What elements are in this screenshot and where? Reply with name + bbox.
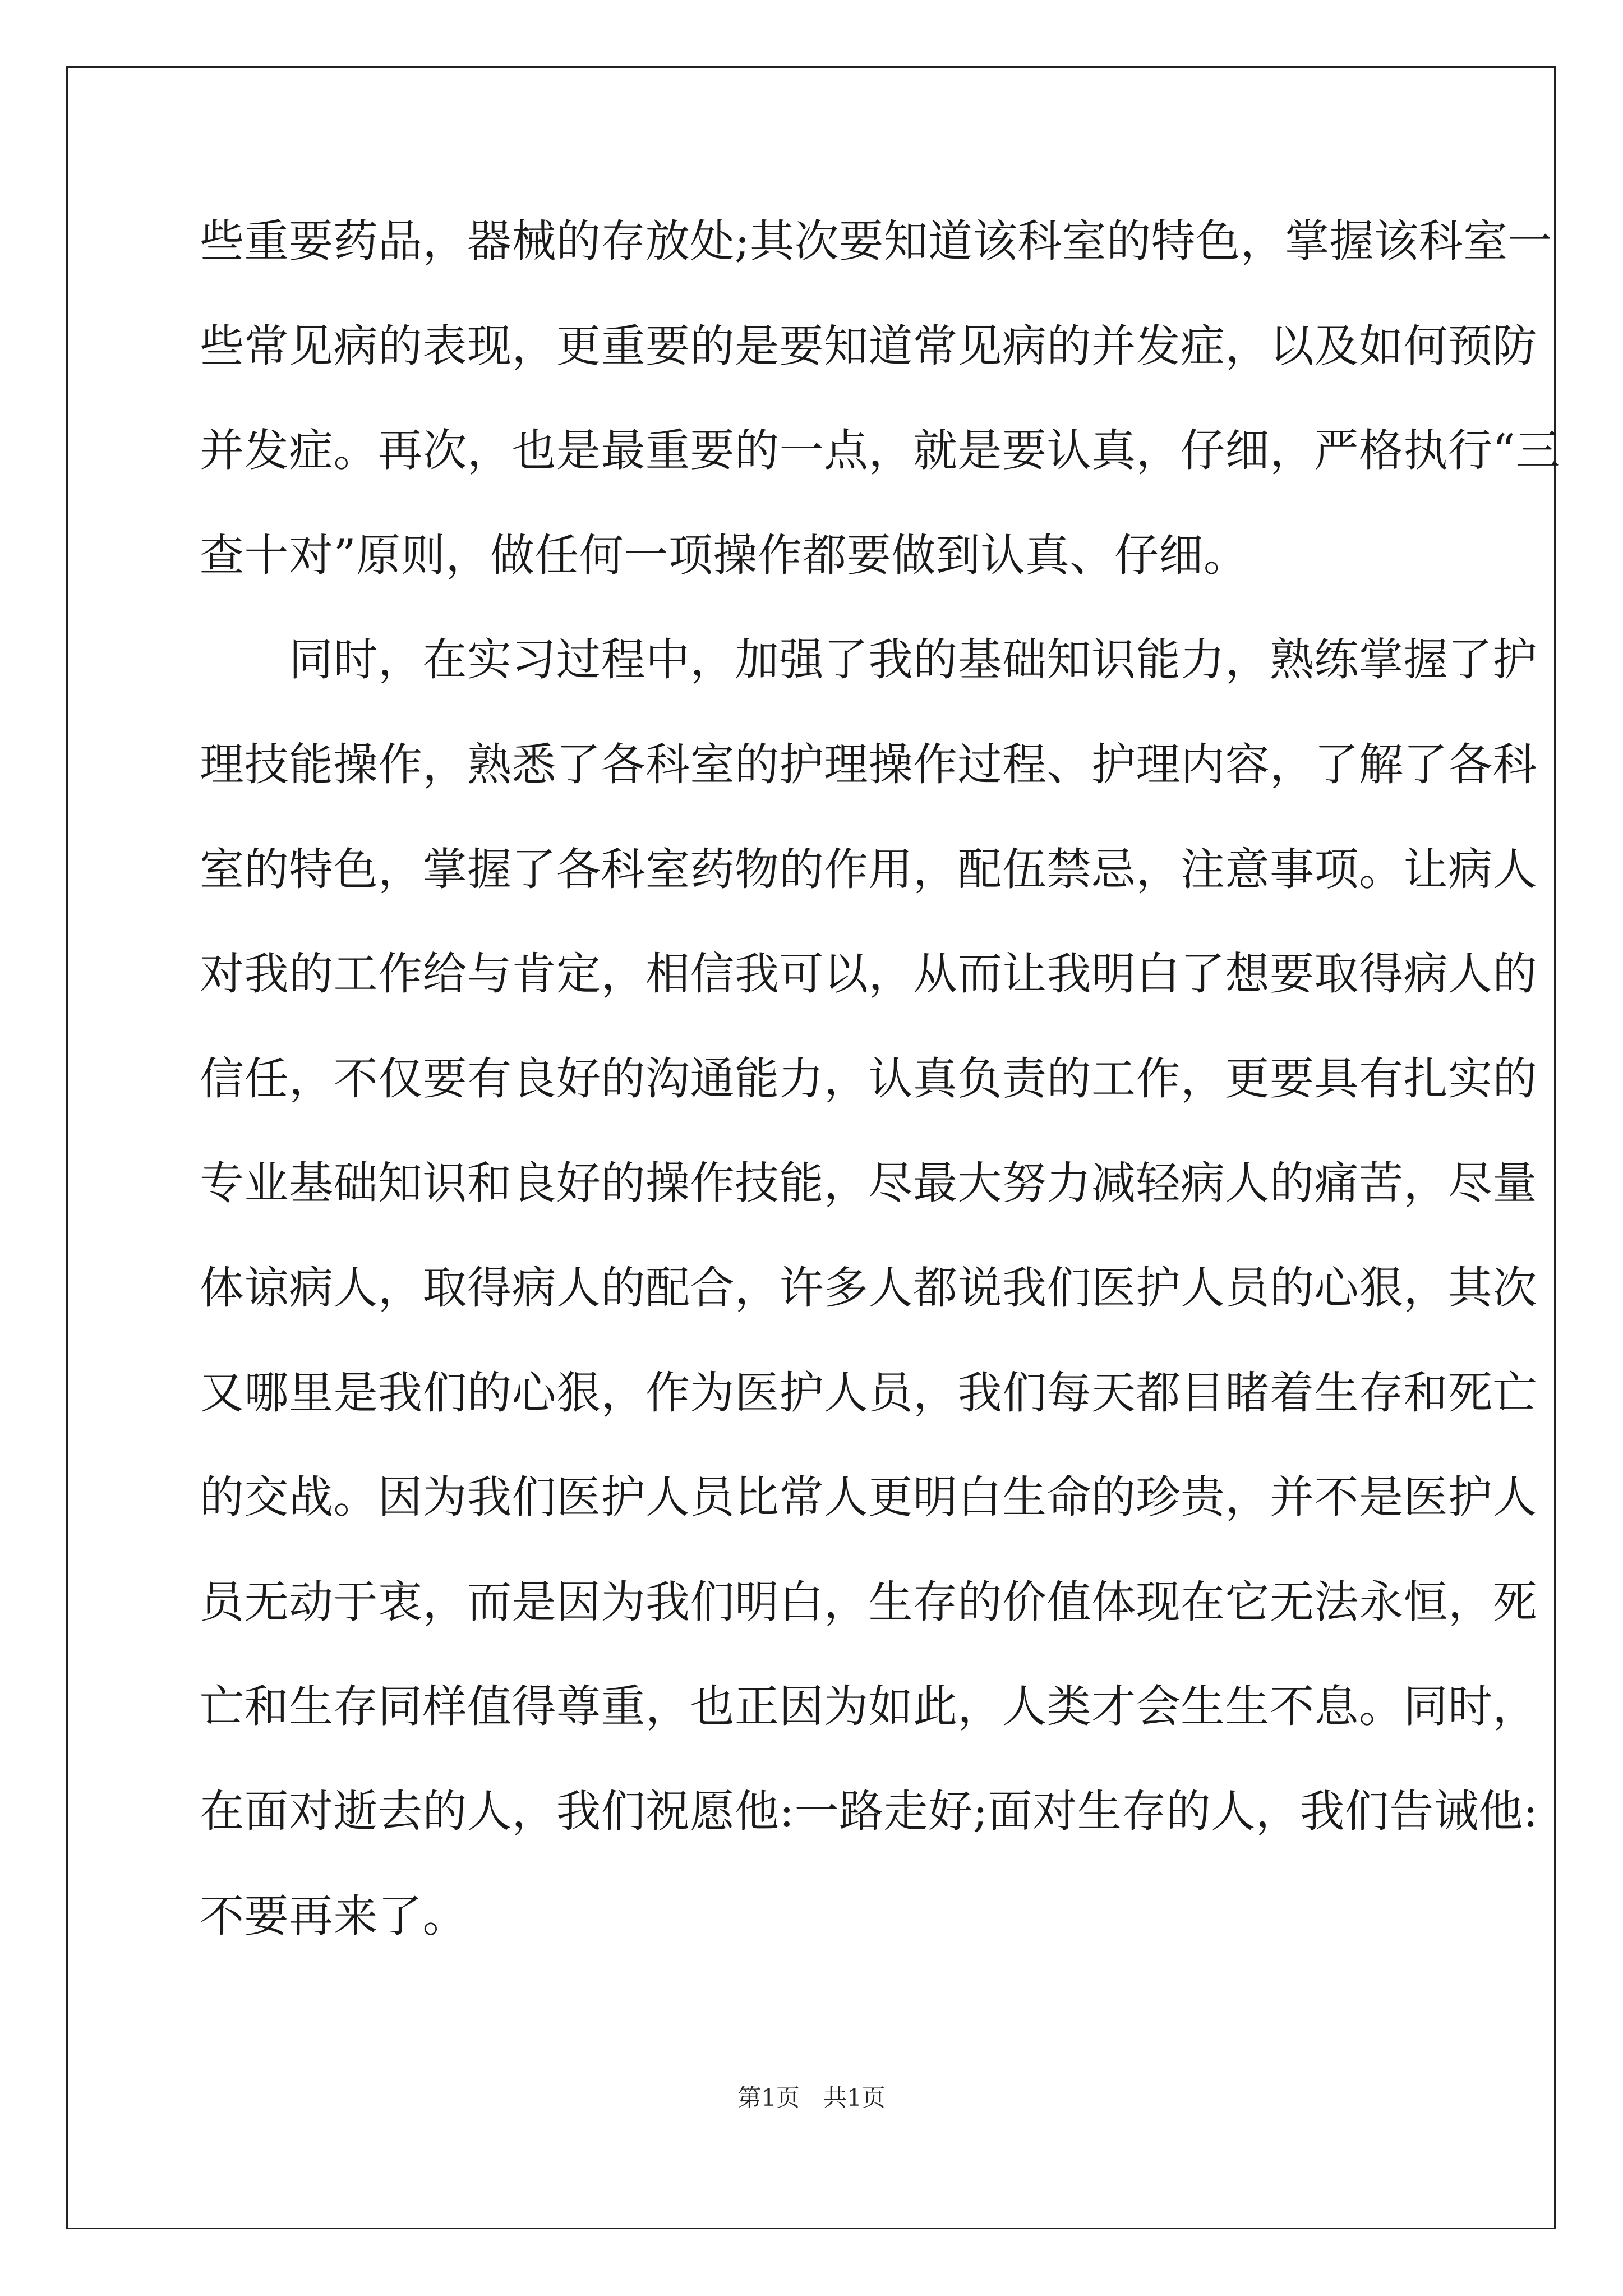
text-line: 体谅病人，取得病人的配合，许多人都说我们医护人员的心狠，其次 — [200, 1262, 1537, 1314]
text-line: 些常见病的表现，更重要的是要知道常见病的并发症，以及如何预防 — [200, 320, 1537, 372]
text-line: 又哪里是我们的心狠，作为医护人员，我们每天都目睹着生存和死亡 — [200, 1366, 1537, 1419]
text-line: 不要再来了。 — [200, 1890, 467, 1942]
text-line: 查十对”原则，做任何一项操作都要做到认真、仔细。 — [200, 529, 1248, 581]
text-line: 理技能操作，熟悉了各科室的护理操作过程、护理内容，了解了各科 — [200, 738, 1537, 790]
text-line: 亡和生存同样值得尊重，也正因为如此，人类才会生生不息。同时， — [200, 1681, 1537, 1733]
text-line: 对我的工作给与肯定，相信我可以，从而让我明白了想要取得病人的 — [200, 948, 1537, 1000]
text-line: 在面对逝去的人，我们祝愿他:一路走好;面对生存的人，我们告诫他: — [200, 1785, 1538, 1837]
text-line: 同时，在实习过程中，加强了我的基础知识能力，熟练掌握了护 — [200, 634, 1537, 686]
document-body — [200, 213, 1560, 1993]
text-line: 信任，不仅要有良好的沟通能力，认真负责的工作，更要具有扎实的 — [200, 1052, 1537, 1105]
page-number-footer: 第1页 共1页 — [737, 2084, 886, 2111]
text-line: 的交战。因为我们医护人员比常人更明白生命的珍贵，并不是医护人 — [200, 1471, 1537, 1524]
text-line: 并发症。再次，也是最重要的一点，就是要认真，仔细，严格执行“三 — [200, 425, 1560, 477]
text-line: 些重要药品，器械的存放处;其次要知道该科室的特色，掌握该科室一 — [200, 215, 1553, 267]
text-line: 专业基础知识和良好的操作技能，尽最大努力减轻病人的痛苦，尽量 — [200, 1157, 1537, 1209]
text-line: 室的特色，掌握了各科室药物的作用，配伍禁忌，注意事项。让病人 — [200, 843, 1537, 895]
text-line: 员无动于衷，而是因为我们明白，生存的价值体现在它无法永恒，死 — [200, 1576, 1537, 1628]
